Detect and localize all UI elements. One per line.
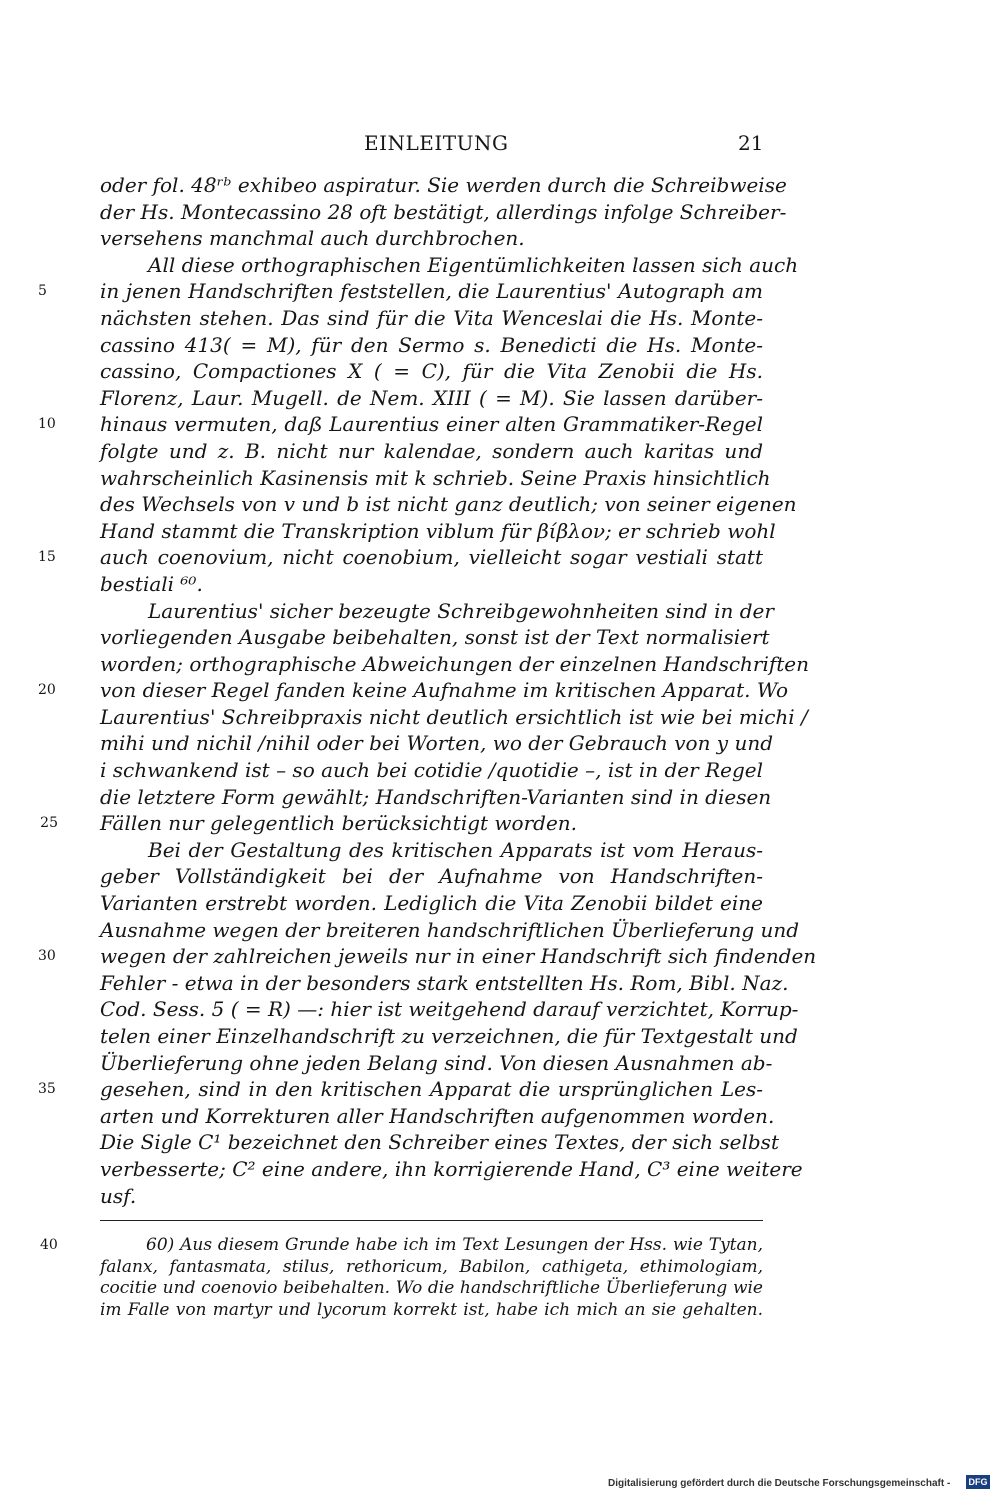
line-number: 30 xyxy=(38,948,56,965)
text-line xyxy=(100,651,810,678)
text-line xyxy=(100,996,799,1023)
line-text: bestiali ⁶⁰. xyxy=(100,571,203,596)
line-text: cassino, Compactiones X ( = C), für die Vita Zenobii die Hs. xyxy=(100,359,763,384)
text-line xyxy=(100,1156,803,1183)
line-text: nächsten stehen. Das sind für die Vita Wenceslai die Hs. Monte- xyxy=(100,305,763,330)
text-line xyxy=(100,252,799,279)
digitization-credit: Digitalisierung gefördert durch die Deutsche Forschungsgemeinschaft - xyxy=(608,1478,951,1489)
text-line xyxy=(100,1257,763,1279)
text-line xyxy=(100,305,763,332)
line-text: telen einer Einzelhandschrift zu verzeichnen, die für Textgestalt und xyxy=(100,1024,798,1048)
line-number: 40 xyxy=(40,1237,58,1253)
line-number: 20 xyxy=(38,682,56,699)
text-line xyxy=(100,358,763,385)
line-text: cassino 413( = M), für den Sermo s. Benedicti die Hs. Monte- xyxy=(100,332,763,357)
text-line xyxy=(100,1183,763,1210)
line-text: wahrscheinlich Kasinensis mit k schrieb. Seine Praxis hinsichtlich xyxy=(100,465,771,490)
text-line xyxy=(40,1235,763,1257)
text-line xyxy=(100,465,771,492)
text-line xyxy=(38,1076,763,1103)
text-line xyxy=(100,518,776,545)
text-line xyxy=(100,225,763,252)
line-text: i schwankend ist – so auch bei cotidie /quotidie –, ist in der Regel xyxy=(100,758,763,783)
line-text: des Wechsels von v und b ist nicht ganz deutlich; von seiner eigenen xyxy=(100,492,797,517)
line-text: verbesserte; C² eine andere, ihn korrigierende Hand, C³ eine weitere xyxy=(100,1156,803,1181)
line-number: 10 xyxy=(38,416,56,433)
text-line xyxy=(100,1023,798,1050)
line-number: 35 xyxy=(38,1081,56,1098)
line-text: Varianten erstrebt worden. Lediglich die Vita Zenobii bildet eine xyxy=(100,891,763,916)
line-text: usf. xyxy=(100,1183,137,1208)
line-text: Die Sigle C¹ bezeichnet den Schreiber eines Textes, der sich selbst xyxy=(100,1130,779,1155)
text-line xyxy=(100,1129,779,1156)
line-text: 60) Aus diesem Grunde habe ich im Text Lesungen der Hss. wie Tytan, xyxy=(146,1235,763,1255)
line-text: cocitie und coenovio beibehalten. Wo die handschriftliche Überlieferung wie xyxy=(100,1278,763,1299)
main-text xyxy=(38,172,817,1209)
line-text: Hand stammt die Transkription viblum für βίβλον; er schrieb wohl xyxy=(100,518,776,543)
line-text: in jenen Handschriften feststellen, die Laurentius' Autograph am xyxy=(100,279,763,304)
line-text: All diese orthographischen Eigentümlichkeiten lassen sich auch xyxy=(148,252,799,277)
line-text: arten und Korrekturen aller Handschriften aufgenommen worden. xyxy=(100,1103,775,1128)
line-text: Überlieferung ohne jeden Belang sind. Von diesen Ausnahmen ab- xyxy=(100,1050,773,1075)
line-text: die letztere Form gewählt; Handschriften-Varianten sind in diesen xyxy=(100,784,772,809)
text-line xyxy=(100,624,770,651)
line-number: 15 xyxy=(38,549,56,566)
line-text: folgte und z. B. nicht nur kalendae, sondern auch karitas und xyxy=(100,438,763,463)
text-line xyxy=(100,1050,773,1077)
page-number: 21 xyxy=(738,131,764,155)
text-line xyxy=(100,571,763,598)
text-line xyxy=(100,704,808,731)
text-line xyxy=(38,411,763,438)
line-text: Fällen nur gelegentlich berücksichtigt worden. xyxy=(100,811,578,836)
text-line xyxy=(38,677,789,704)
text-line xyxy=(100,385,763,412)
line-text: versehens manchmal auch durchbrochen. xyxy=(100,226,525,251)
text-line xyxy=(100,1300,763,1322)
line-text: geber Vollständigkeit bei der Aufnahme von Handschriften- xyxy=(100,864,763,889)
text-line xyxy=(100,1103,775,1130)
text-line xyxy=(100,172,787,199)
line-text: oder fol. 48ʳᵇ exhibeo aspiratur. Sie werden durch die Schreibweise xyxy=(100,173,787,197)
text-line xyxy=(100,837,763,864)
text-line xyxy=(38,544,763,571)
line-text: Bei der Gestaltung des kritischen Apparats ist vom Heraus- xyxy=(148,837,763,862)
text-line xyxy=(100,863,763,890)
line-text: der Hs. Montecassino 28 oft bestätigt, allerdings infolge Schreiber- xyxy=(100,199,787,224)
text-line xyxy=(100,438,763,465)
line-number: 5 xyxy=(38,283,47,300)
line-text: Laurentius' sicher bezeugte Schreibgewohnheiten sind in der xyxy=(148,598,774,623)
text-line xyxy=(100,757,763,784)
text-line xyxy=(100,784,772,811)
line-text: worden; orthographische Abweichungen der einzelnen Handschriften xyxy=(100,651,810,676)
line-text: hinaus vermuten, daß Laurentius einer alten Grammatiker-Regel xyxy=(100,412,763,437)
text-line xyxy=(100,890,763,917)
text-line xyxy=(100,332,763,359)
text-line xyxy=(100,199,787,226)
text-line xyxy=(100,1278,763,1300)
line-text: vorliegenden Ausgabe beibehalten, sonst ist der Text normalisiert xyxy=(100,625,770,650)
line-text: Ausnahme wegen der breiteren handschriftlichen Überlieferung und xyxy=(100,917,800,942)
text-line xyxy=(100,730,774,757)
footnote xyxy=(40,1235,763,1321)
line-text: wegen der zahlreichen jeweils nur in einer Handschrift sich findenden xyxy=(100,944,817,969)
line-text: Laurentius' Schreibpraxis nicht deutlich ersichtlich ist wie bei michi / xyxy=(100,704,808,729)
line-text: auch coenovium, nicht coenobium, vielleicht sogar vestiali statt xyxy=(100,545,763,570)
line-text: mihi und nichil /nihil oder bei Worten, wo der Gebrauch von y und xyxy=(100,731,774,756)
dfg-logo: DFG xyxy=(966,1475,990,1489)
text-line xyxy=(100,598,774,625)
line-text: falanx, fantasmata, stilus, rethoricum, Babilon, cathigeta, ethimologiam, xyxy=(100,1256,763,1277)
line-text: gesehen, sind in den kritischen Apparat die ursprünglichen Les- xyxy=(100,1077,763,1102)
line-text: im Falle von martyr und lycorum korrekt ist, habe ich mich an sie gehalten. xyxy=(100,1299,763,1320)
footnote-rule xyxy=(100,1220,763,1221)
line-text: Fehler - etwa in der besonders stark entstellten Hs. Rom, Bibl. Naz. xyxy=(100,970,789,995)
line-text: Florenz, Laur. Mugell. de Nem. XIII ( = M). Sie lassen darüber- xyxy=(100,385,763,410)
line-number: 25 xyxy=(40,815,58,832)
text-line xyxy=(100,970,789,997)
text-line xyxy=(38,278,763,305)
line-text: Cod. Sess. 5 ( = R) —: hier ist weitgehend darauf verzichtet, Korrup- xyxy=(100,997,799,1022)
line-text: von dieser Regel fanden keine Aufnahme im kritischen Apparat. Wo xyxy=(100,678,789,703)
text-line xyxy=(100,917,800,944)
text-line xyxy=(40,810,763,837)
text-line xyxy=(100,491,797,518)
text-line xyxy=(38,943,817,970)
running-head-title: EINLEITUNG xyxy=(364,131,509,155)
